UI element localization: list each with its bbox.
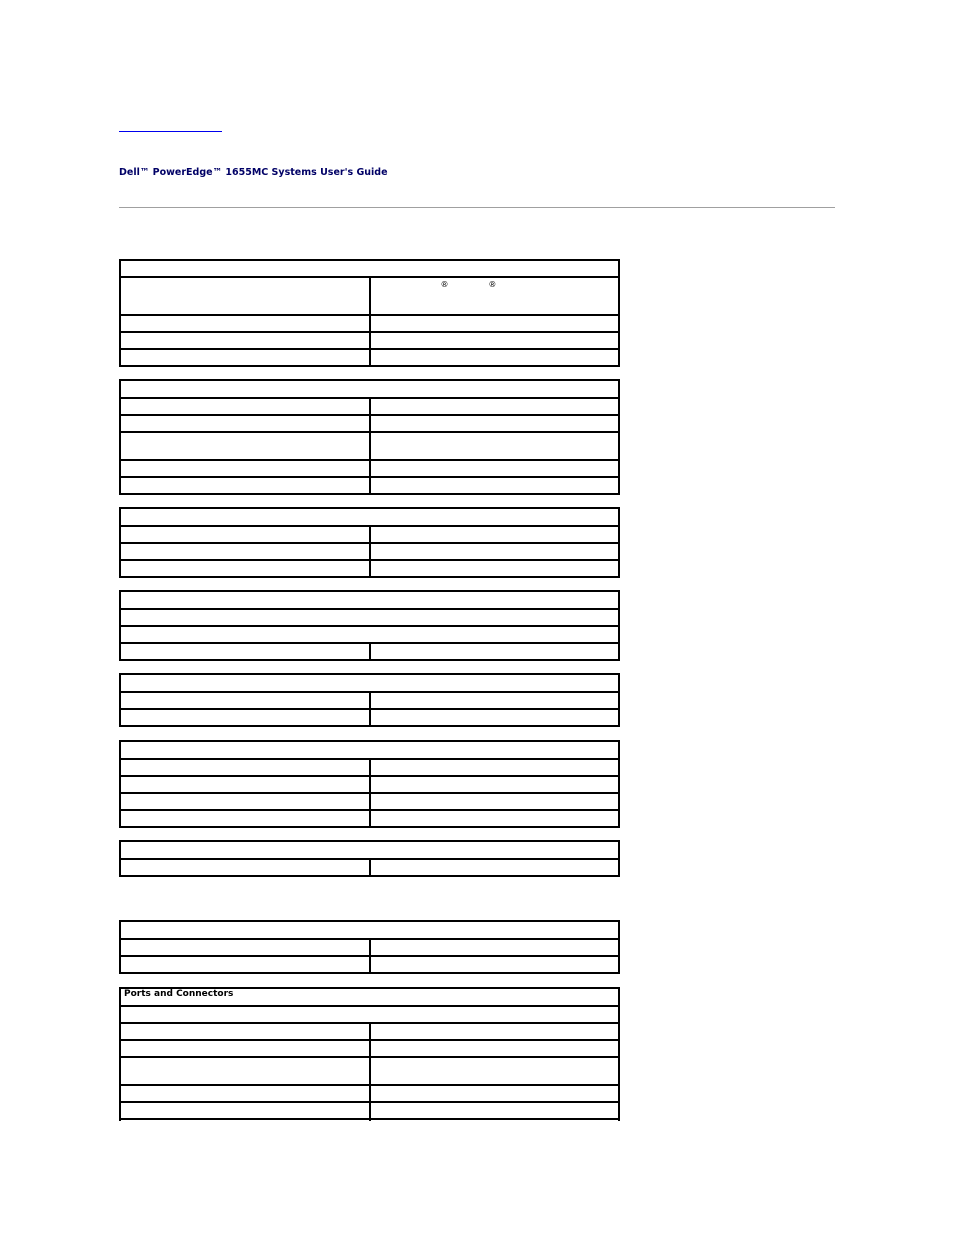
spec-value	[370, 1102, 620, 1119]
top-link[interactable]	[119, 131, 222, 132]
spec-value	[370, 315, 620, 332]
spec-label	[120, 277, 370, 315]
spec-value	[370, 398, 620, 415]
spec-label	[120, 776, 370, 793]
spec-value	[370, 1119, 620, 1121]
spec-label	[120, 1119, 370, 1121]
spec-label	[120, 1102, 370, 1119]
spec-label	[120, 1040, 370, 1057]
spec-value	[370, 859, 620, 876]
spec-table-4	[119, 590, 620, 661]
spec-table-3	[119, 507, 620, 578]
spec-label	[120, 460, 370, 477]
spec-subheader	[120, 609, 619, 626]
spec-value	[370, 1023, 620, 1040]
spec-label	[120, 1085, 370, 1102]
spec-table-header: Ports and Connectors	[120, 988, 619, 1006]
spec-value	[370, 349, 620, 366]
spec-table-ports	[119, 987, 620, 1121]
spec-label	[120, 643, 370, 660]
spec-value	[370, 332, 620, 349]
spec-table-8	[119, 920, 620, 974]
spec-label	[120, 1057, 370, 1085]
spec-subheader	[120, 626, 619, 643]
spec-label	[120, 526, 370, 543]
spec-label	[120, 692, 370, 709]
spec-label	[120, 939, 370, 956]
spec-value	[370, 1085, 620, 1102]
spec-value	[370, 939, 620, 956]
spec-value	[370, 759, 620, 776]
spec-value	[370, 692, 620, 709]
spec-subheader	[120, 1006, 619, 1023]
spec-label	[120, 1023, 370, 1040]
guide-title: Dell™ PowerEdge™ 1655MC Systems User's Guide	[119, 167, 388, 178]
spec-value	[370, 526, 620, 543]
spec-table-header	[120, 508, 619, 526]
spec-label	[120, 477, 370, 494]
spec-value	[370, 560, 620, 577]
spec-table-header	[120, 674, 619, 692]
spec-value	[370, 477, 620, 494]
spec-value	[370, 277, 620, 315]
spec-label	[120, 349, 370, 366]
spec-table-header	[120, 741, 619, 759]
spec-table-header	[120, 841, 619, 859]
spec-table-header	[120, 921, 619, 939]
spec-label	[120, 956, 370, 973]
spec-value	[370, 543, 620, 560]
spec-value	[370, 643, 620, 660]
spec-table-7	[119, 840, 620, 877]
spec-label	[120, 560, 370, 577]
registered-mark: ®	[488, 280, 497, 289]
spec-table-6	[119, 740, 620, 828]
spec-value	[370, 1040, 620, 1057]
spec-label	[120, 759, 370, 776]
spec-label	[120, 709, 370, 726]
spec-value	[370, 415, 620, 432]
horizontal-rule	[119, 207, 835, 208]
ports-table-clip	[119, 987, 620, 1121]
spec-value	[370, 776, 620, 793]
spec-table-header	[120, 591, 619, 609]
spec-label	[120, 859, 370, 876]
spec-value	[370, 793, 620, 810]
spec-table-header	[120, 260, 619, 277]
spec-label	[120, 793, 370, 810]
spec-label	[120, 398, 370, 415]
spec-value	[370, 956, 620, 973]
spec-value	[370, 432, 620, 460]
spec-table-1	[119, 259, 620, 367]
spec-value	[370, 709, 620, 726]
spec-label	[120, 543, 370, 560]
spec-value	[370, 810, 620, 827]
spec-table-5	[119, 673, 620, 727]
spec-label	[120, 315, 370, 332]
spec-label	[120, 432, 370, 460]
spec-label	[120, 810, 370, 827]
spec-value	[370, 460, 620, 477]
spec-label	[120, 332, 370, 349]
spec-value	[370, 1057, 620, 1085]
registered-mark: ®	[440, 280, 449, 289]
spec-label	[120, 415, 370, 432]
spec-table-2	[119, 379, 620, 495]
spec-table-header	[120, 380, 619, 398]
